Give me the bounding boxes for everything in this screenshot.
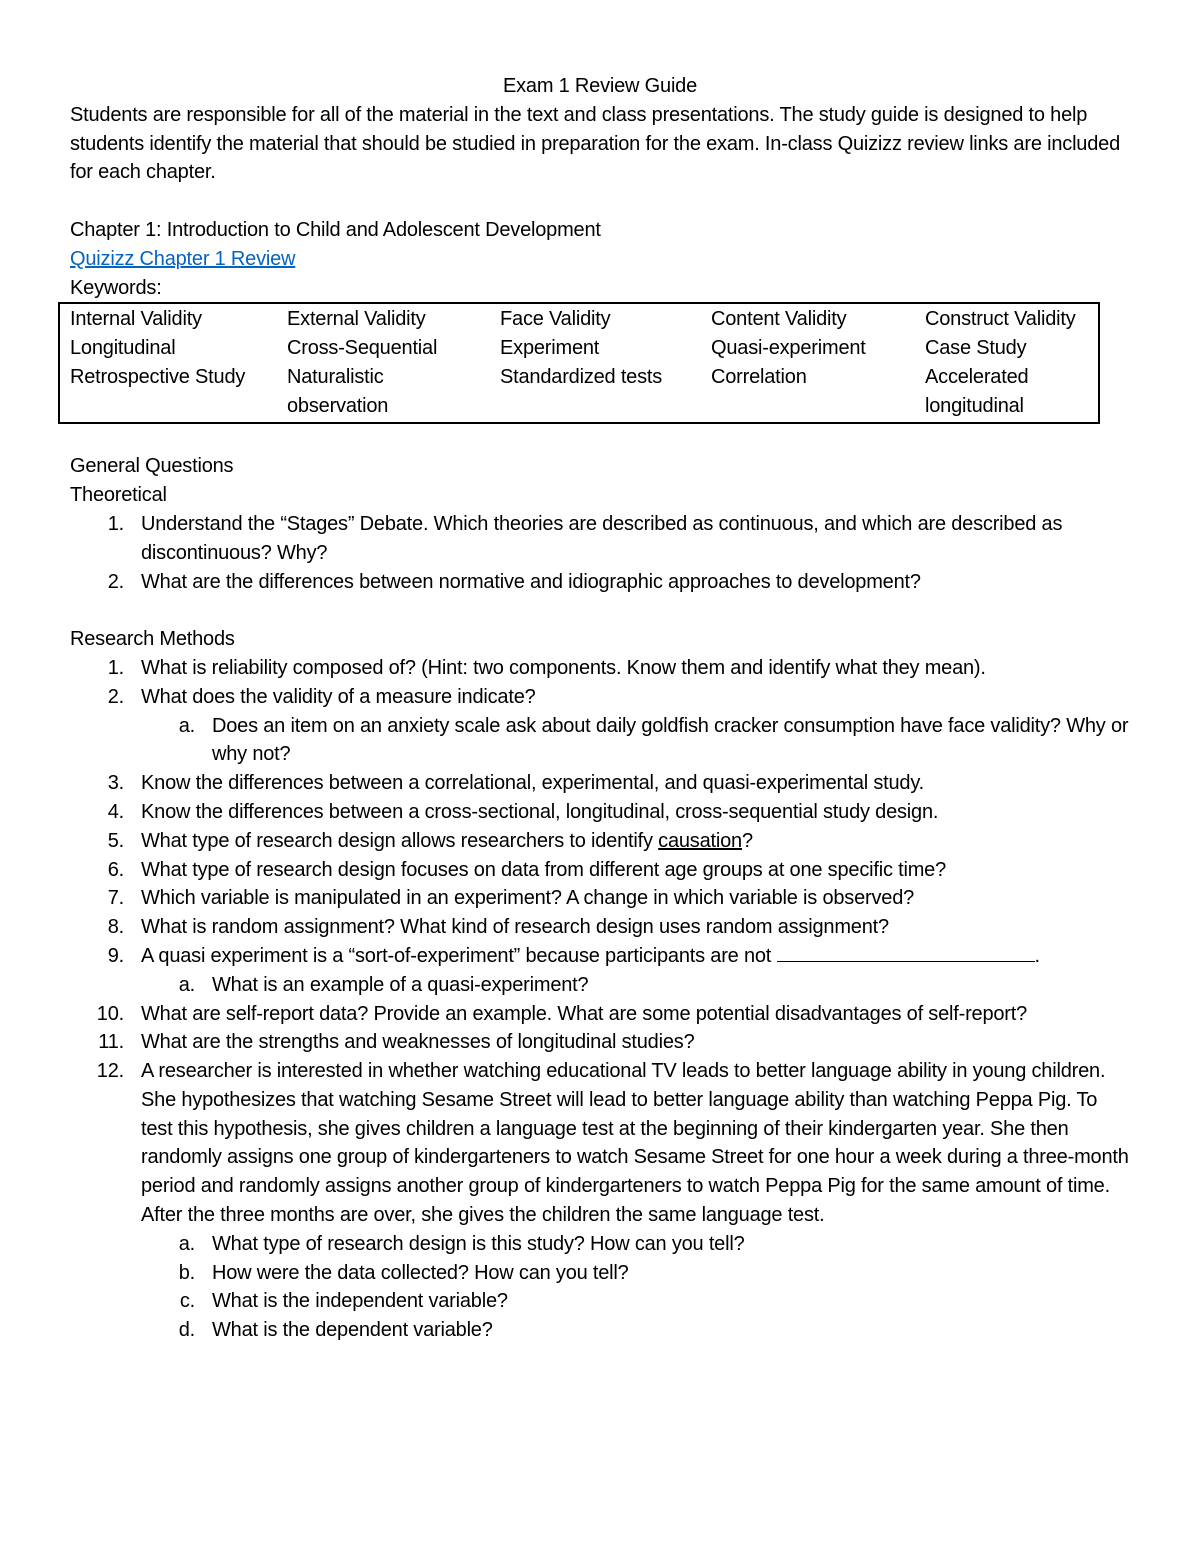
document-title: Exam 1 Review Guide xyxy=(502,75,698,97)
item-text: What are the strengths and weaknesses of longitudinal studies? xyxy=(141,1031,695,1054)
item-number: 1. xyxy=(107,512,124,535)
list-item xyxy=(70,1000,1130,1029)
sub-item xyxy=(141,1259,1130,1288)
sub-item xyxy=(141,1230,1130,1259)
sub-item-letter: d. xyxy=(178,1319,195,1342)
item-text: What does the validity of a measure indicate? xyxy=(141,685,536,708)
list-item xyxy=(70,884,1130,913)
item-number: 2. xyxy=(107,685,124,708)
sub-item-text: How were the data collected? How can you tell? xyxy=(212,1261,629,1284)
item-text: Understand the “Stages” Debate. Which theories are described as continuous, and which are described as discontinuous? Why? xyxy=(141,512,1063,564)
item-number: 1. xyxy=(107,656,124,679)
list-item xyxy=(70,568,1130,597)
keyword-cell: Standardized tests xyxy=(500,365,663,388)
sub-item-text: What is the dependent variable? xyxy=(212,1319,493,1342)
list-item xyxy=(70,654,1130,683)
list-item xyxy=(70,798,1130,827)
keyword-cell: Construct Validity xyxy=(925,308,1076,331)
list-item xyxy=(70,1057,1130,1345)
item-text: Which variable is manipulated in an experiment? A change in which variable is observed? xyxy=(141,887,915,910)
sub-item-letter: a. xyxy=(178,973,195,996)
document-page xyxy=(70,72,1130,1345)
item-number: 3. xyxy=(107,772,124,795)
keyword-cell: Longitudinal xyxy=(70,337,176,360)
item-text: What are the differences between normative and idiographic approaches to development? xyxy=(141,570,921,593)
keyword-cell: Retrospective Study xyxy=(70,365,246,388)
keyword-cell: Cross-Sequential xyxy=(287,337,438,360)
keywords-table xyxy=(58,302,1100,423)
keyword-cell: Naturalistic observation xyxy=(287,365,389,417)
sub-item-text: What is an example of a quasi-experiment? xyxy=(212,973,589,996)
keyword-cell: Experiment xyxy=(500,337,600,360)
chapter-heading: Chapter 1: Introduction to Child and Adolescent Development xyxy=(70,218,601,241)
sub-item-letter: a. xyxy=(178,714,195,737)
item-number: 8. xyxy=(107,916,124,939)
item-text: What type of research design allows researchers to identify xyxy=(141,829,659,852)
list-item xyxy=(70,1028,1130,1057)
intro-paragraph: Students are responsible for all of the material in the text and class presentations. The study guide is designed to help students identify the material that should be studied in preparation for the exam. In-class Quizizz review links are included for each chapter. xyxy=(70,103,1121,184)
item-number: 7. xyxy=(107,887,124,910)
sub-list xyxy=(141,712,1130,770)
keyword-cell: Internal Validity xyxy=(70,308,202,331)
list-item xyxy=(70,683,1130,769)
keyword-cell: Case Study xyxy=(925,337,1027,360)
item-number: 5. xyxy=(107,829,124,852)
spacer xyxy=(70,424,1130,453)
item-text: What are self-report data? Provide an example. What are some potential disadvantages of self-report? xyxy=(141,1002,1028,1025)
research-methods-heading: Research Methods xyxy=(70,628,235,651)
sub-item xyxy=(141,1316,1130,1345)
sub-item-text: What type of research design is this study? How can you tell? xyxy=(212,1232,745,1255)
list-item xyxy=(70,856,1130,885)
sub-item-letter: b. xyxy=(178,1261,195,1284)
item-number: 11. xyxy=(98,1031,124,1054)
sub-item-letter: a. xyxy=(178,1232,195,1255)
keywords-label: Keywords: xyxy=(70,276,162,299)
item-text: Know the differences between a cross-sectional, longitudinal, cross-sequential study design. xyxy=(141,800,939,823)
sub-list xyxy=(141,971,1130,1000)
item-number: 12. xyxy=(96,1060,124,1083)
list-item xyxy=(70,942,1130,1000)
keywords-row xyxy=(59,363,1099,423)
sub-item-text: What is the independent variable? xyxy=(212,1290,508,1313)
research-methods-list xyxy=(70,654,1130,1345)
quizizz-chapter-1-link[interactable]: Quizizz Chapter 1 Review xyxy=(70,247,296,270)
item-number: 4. xyxy=(107,800,124,823)
theoretical-heading: Theoretical xyxy=(70,484,167,507)
item-number: 2. xyxy=(107,570,124,593)
sub-item xyxy=(141,971,1130,1000)
theoretical-list xyxy=(70,510,1130,596)
keyword-cell: Content Validity xyxy=(711,308,847,331)
item-number: 6. xyxy=(107,858,124,881)
sub-item xyxy=(141,712,1130,770)
keyword-cell: External Validity xyxy=(287,308,426,331)
sub-item-letter: c. xyxy=(179,1290,195,1313)
list-item xyxy=(70,510,1130,568)
fill-in-blank xyxy=(777,943,1035,962)
keyword-cell: Face Validity xyxy=(500,308,611,331)
list-item xyxy=(70,769,1130,798)
keywords-row xyxy=(59,303,1099,334)
list-item xyxy=(70,913,1130,942)
keywords-row xyxy=(59,334,1099,363)
sub-item-text: Does an item on an anxiety scale ask about daily goldfish cracker consumption have face validity? Why or why not? xyxy=(212,714,1129,766)
item-number: 10. xyxy=(96,1002,124,1025)
spacer xyxy=(70,187,1130,216)
item-text: What is reliability composed of? (Hint: two components. Know them and identify what they mean). xyxy=(141,656,986,679)
item-text: A quasi experiment is a “sort-of-experiment” because participants are not xyxy=(141,944,777,967)
list-item xyxy=(70,827,1130,856)
item-text: What is random assignment? What kind of research design uses random assignment? xyxy=(141,916,889,939)
item-text: What type of research design focuses on data from different age groups at one specific time? xyxy=(141,858,947,881)
general-questions-heading: General Questions xyxy=(70,455,234,478)
spacer xyxy=(70,596,1130,625)
item-number: 9. xyxy=(107,944,124,967)
sub-list xyxy=(141,1230,1130,1345)
keyword-cell: Correlation xyxy=(711,365,807,388)
item-text-end: ? xyxy=(741,829,753,852)
item-text-end: . xyxy=(1034,944,1040,967)
item-text: A researcher is interested in whether watching educational TV leads to better language ability in young children. She hypothesizes that watching Sesame Street will lead to better language ability than watching Peppa Pig. To test this hypothesis, she gives children a language test at the beginning of their kindergarten year. She then randomly assigns one group of kindergarteners to watch Sesame Street for one hour a week during a three-month period and randomly assigns another group of kindergarteners to watch Peppa Pig for the same amount of time. After the three months are over, she gives the children the same language test. xyxy=(141,1060,1129,1227)
underlined-term: causation xyxy=(658,829,742,852)
keyword-cell: Quasi-experiment xyxy=(711,337,866,360)
sub-item xyxy=(141,1287,1130,1316)
keyword-cell: Accelerated longitudinal xyxy=(925,365,1029,417)
item-text: Know the differences between a correlational, experimental, and quasi-experimental study. xyxy=(141,772,925,795)
